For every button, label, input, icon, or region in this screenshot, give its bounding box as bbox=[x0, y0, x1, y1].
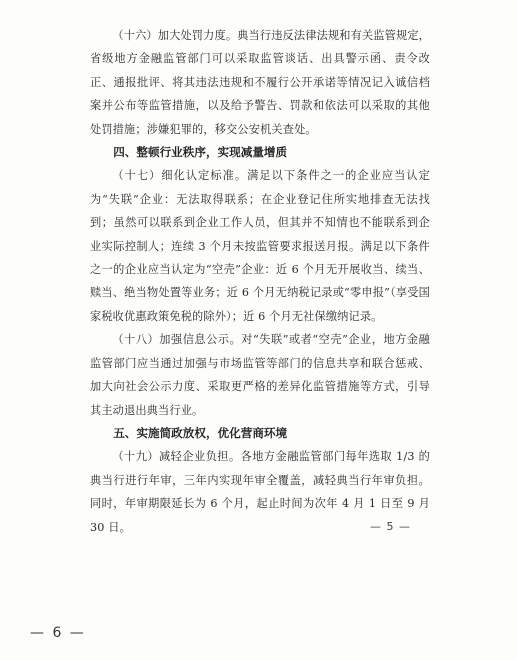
paragraph-16: （十六）加大处罚力度。典当行违反法律法规和有关监管规定，省级地方金融监管部门可以采取监管谈话、出具警示函、责令改正、通报批评、将其违法违规和不履行公开承诺等情况记入诚信档案并公布等监管措施，以及给予警告、罚款和依法可以采取的其他处罚措施；涉嫌犯罪的，移交公安机关查处。 bbox=[90, 29, 430, 136]
section-heading-4: 四、整顿行业秩序，实现减量增质 bbox=[113, 145, 288, 160]
document-body bbox=[90, 24, 430, 539]
paragraph-18: （十八）加强信息公示。对“失联”或者“空壳”企业，地方金融监管部门应当通过加强与市场监管等部门的信息共享和联合惩戒、加大向社会公示力度、采取更严格的差异化监管措施等方式，引导其主动退出典当行业。 bbox=[90, 333, 430, 417]
page-number-outer: — 6 — bbox=[30, 625, 86, 641]
page-number-inner: — 5 — bbox=[370, 520, 411, 533]
section-heading-5: 五、实施简政放权，优化营商环境 bbox=[113, 425, 288, 440]
paragraph-19: （十九）减轻企业负担。各地方金融监管部门每年选取 1/3 的典当行进行年审，三年内实现年审全覆盖，减轻典当行年审负担。同时，年审期限延长为 6 个月，起止时间为次年 4 月 1 日至 9 月 30 日。 bbox=[90, 450, 430, 534]
paragraph-17: （十七）细化认定标准。满足以下条件之一的企业应当认定为“失联”企业：无法取得联系；在企业登记住所实地排查无法找到；虽然可以联系到企业工作人员，但其并不知情也不能联系到企业实际控制人；连续 3 个月未按监管要求报送月报。满足以下条件之一的企业应当认定为“空壳”企业：近 6 个月无开展收当、续当、赎当、绝当物处置等业务；近 6 个月无纳税记录或“零申报”（享受国家税收优惠政策免税的除外）；近 6 个月无社保缴纳记录。 bbox=[90, 169, 430, 323]
